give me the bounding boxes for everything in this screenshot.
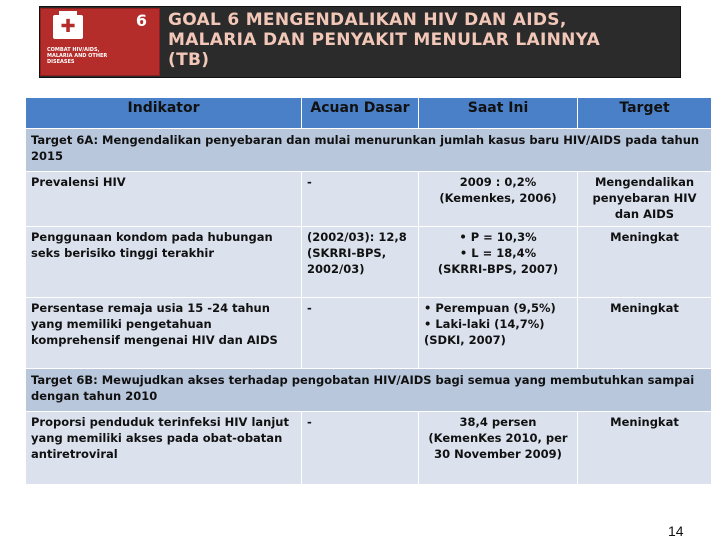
row4-target: Meningkat (578, 412, 712, 485)
page-title (168, 10, 678, 70)
title-line: (TB) (168, 50, 210, 70)
title-line: MALARIA DAN PENYAKIT MENULAR LAINNYA (168, 30, 601, 50)
title-line: GOAL 6 MENGENDALIKAN HIV DAN AIDS, (168, 10, 567, 30)
column-header-indikator: Indikator (26, 98, 302, 129)
cross-icon: ✚ (60, 16, 76, 37)
row1-indikator: Prevalensi HIV (26, 172, 302, 227)
row1-saat-ini (419, 172, 578, 227)
row3-bullet: • Perempuan (9,5%) (424, 300, 572, 316)
row1-saat-ini-source: (Kemenkes, 2006) (439, 191, 557, 205)
column-header-acuan: Acuan Dasar (302, 98, 419, 129)
table-row (26, 412, 712, 485)
table-row (26, 298, 712, 369)
row4-acuan: - (302, 412, 419, 485)
row1-target: Mengendalikan penyebaran HIV dan AIDS (578, 172, 712, 227)
target-row-6a (26, 129, 712, 172)
target-row-6b (26, 369, 712, 412)
row3-saat-ini (419, 298, 578, 369)
row1-saat-ini-value: 2009 : 0,2% (459, 175, 537, 189)
row2-saat-ini (419, 227, 578, 298)
target-6a-text: Target 6A: Mengendalikan penyebaran dan mulai menurunkan jumlah kasus baru HIV/AIDS pada tahun 2015 (26, 129, 712, 172)
column-header-target: Target (578, 98, 712, 129)
row2-acuan: (2002/03): 12,8 (SKRRI-BPS, 2002/03) (302, 227, 419, 298)
row3-acuan: - (302, 298, 419, 369)
row2-bullet: • P = 10,3% (424, 229, 572, 245)
row1-acuan: - (302, 172, 419, 227)
row3-source: (SDKI, 2007) (424, 333, 506, 347)
target-6b-text: Target 6B: Mewujudkan akses terhadap pengobatan HIV/AIDS bagi semua yang membutuhkan sampai dengan tahun 2010 (26, 369, 712, 412)
column-header-saat-ini: Saat Ini (419, 98, 578, 129)
page-number: 14 (668, 523, 684, 539)
indicator-table (25, 97, 712, 485)
row4-indikator: Proporsi penduduk terinfeksi HIV lanjut yang memiliki akses pada obat-obatan antiretroviral (26, 412, 302, 485)
table-row (26, 227, 712, 298)
table-row (26, 172, 712, 227)
sdg-goal-tile (40, 8, 160, 76)
row2-indikator: Penggunaan kondom pada hubungan seks berisiko tinggi terakhir (26, 227, 302, 298)
row4-saat-ini: 38,4 persen (KemenKes 2010, per 30 November 2009) (419, 412, 578, 485)
tile-number: 6 (135, 11, 147, 30)
row2-bullet: • L = 18,4% (424, 245, 572, 261)
row3-bullet: • Laki-laki (14,7%) (424, 316, 572, 332)
tile-caption: COMBAT HIV/AIDS, MALARIA AND OTHER DISEASES (47, 47, 108, 65)
row3-target: Meningkat (578, 298, 712, 369)
row2-source: (SKRRI-BPS, 2007) (437, 262, 559, 276)
table-header-row (26, 98, 712, 129)
row2-target: Meningkat (578, 227, 712, 298)
row3-indikator: Persentase remaja usia 15 -24 tahun yang memiliki pengetahuan komprehensif mengenai HIV dan AIDS (26, 298, 302, 369)
